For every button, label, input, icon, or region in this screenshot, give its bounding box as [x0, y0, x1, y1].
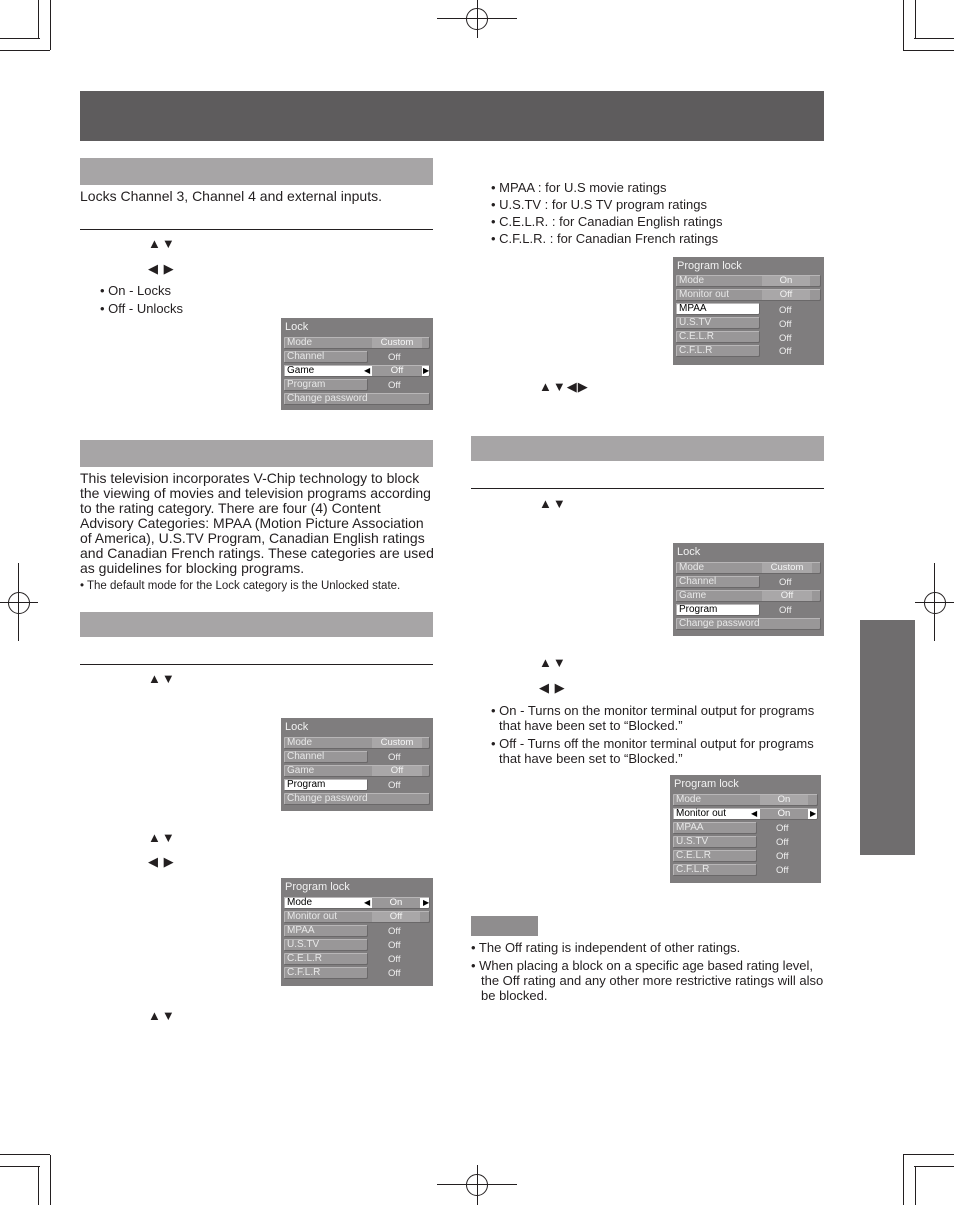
left-right-arrows-icon: ◀ ▶ — [148, 261, 175, 276]
right-arrow-icon[interactable]: ▶ — [423, 366, 430, 375]
menu-row-mode[interactable]: Mode Custom — [284, 337, 430, 349]
menu-value: Off — [388, 954, 401, 965]
menu-row-celr[interactable]: C.E.L.R — [673, 850, 757, 862]
crop-mark — [50, 1155, 51, 1205]
up-down-arrows-icon: ▲▼ — [148, 236, 176, 251]
rating-bullet: • C.F.L.R. : for Canadian French ratings — [491, 231, 719, 246]
menu-row-program[interactable]: Program — [284, 779, 368, 791]
menu-row-program[interactable]: Program — [284, 379, 368, 391]
up-down-arrows-icon: ▲▼ — [539, 496, 567, 511]
divider — [471, 488, 824, 489]
note-item: be blocked. — [481, 988, 548, 1003]
menu-row-ustv[interactable]: U.S.TV — [284, 939, 368, 951]
left-arrow-icon[interactable]: ◀ — [364, 366, 371, 375]
menu-value: Off — [388, 380, 401, 391]
registration-mark — [924, 592, 946, 614]
registration-mark — [934, 563, 935, 641]
registration-mark — [8, 592, 30, 614]
menu-row-ustv[interactable]: U.S.TV — [676, 317, 760, 329]
menu-row-program[interactable]: Program — [676, 604, 760, 616]
menu-value: Off — [388, 352, 401, 363]
menu-row-mpaa[interactable]: MPAA — [676, 303, 760, 315]
crop-mark — [0, 50, 50, 51]
menu-value: Off — [388, 968, 401, 979]
menu-row-monitor-out[interactable]: Monitor out ◀ On ▶ — [673, 808, 818, 820]
menu-row-change-password[interactable]: Change password — [284, 393, 430, 405]
section-bar — [80, 440, 433, 467]
menu-row-game[interactable]: Game Off — [284, 765, 430, 777]
program-lock-menu-monitor — [670, 775, 821, 883]
crop-mark — [0, 1166, 40, 1167]
crop-mark — [914, 1166, 954, 1167]
four-way-arrows-icon: ▲▼◀▶ — [539, 379, 589, 394]
menu-row-ustv[interactable]: U.S.TV — [673, 836, 757, 848]
left-right-arrows-icon: ◀ ▶ — [539, 680, 566, 695]
note-item: • The Off rating is independent of other ratings. — [471, 940, 741, 955]
up-down-arrows-icon: ▲▼ — [148, 1008, 176, 1023]
menu-row-mode[interactable]: Mode Custom — [284, 737, 430, 749]
menu-title: Lock — [677, 546, 701, 558]
menu-row-mode[interactable]: Mode On — [673, 794, 818, 806]
rating-bullet: • C.E.L.R. : for Canadian English ratings — [491, 214, 723, 229]
section-bar — [80, 158, 433, 185]
up-down-arrows-icon: ▲▼ — [148, 830, 176, 845]
registration-mark — [477, 0, 478, 38]
lock-menu-program-right — [673, 543, 824, 636]
note-item: • When placing a block on a specific age based rating level, — [471, 958, 814, 973]
menu-value: Off — [776, 823, 789, 834]
section-bar — [471, 436, 824, 461]
menu-row-mode[interactable]: Mode ◀ On ▶ — [284, 897, 430, 909]
menu-row-mpaa[interactable]: MPAA — [284, 925, 368, 937]
bullet-off: • Off - Unlocks — [100, 301, 184, 316]
program-lock-menu-mpaa — [673, 257, 824, 365]
crop-mark — [0, 1154, 50, 1155]
up-down-arrows-icon: ▲▼ — [539, 655, 567, 670]
crop-mark — [903, 50, 954, 51]
crop-mark — [38, 1166, 39, 1205]
menu-row-celr[interactable]: C.E.L.R — [284, 953, 368, 965]
menu-row-game[interactable]: Game ◀ Off ▶ — [284, 365, 430, 377]
menu-row-channel[interactable]: Channel — [676, 576, 760, 588]
note-label-box — [471, 916, 538, 936]
left-right-arrows-icon: ◀ ▶ — [148, 854, 175, 869]
menu-row-celr[interactable]: C.E.L.R — [676, 331, 760, 343]
crop-mark — [915, 0, 916, 38]
menu-value: Off — [779, 346, 792, 357]
menu-row-monitor-out[interactable]: Monitor out Off — [676, 289, 821, 301]
menu-value: Off — [779, 319, 792, 330]
left-arrow-icon[interactable]: ◀ — [364, 898, 371, 907]
menu-value: Off — [776, 837, 789, 848]
section-bar — [80, 612, 433, 637]
monitor-bullet-on: that have been set to “Blocked.” — [499, 718, 683, 733]
menu-title: Lock — [285, 721, 309, 733]
monitor-bullet-on: • On - Turns on the monitor terminal output for programs — [491, 703, 815, 718]
registration-mark — [0, 602, 38, 603]
menu-row-channel[interactable]: Channel — [284, 751, 368, 763]
crop-mark — [903, 1154, 954, 1155]
crop-mark — [50, 0, 51, 50]
crop-mark — [903, 0, 904, 50]
program-lock-menu-mode — [281, 878, 433, 986]
menu-value: Off — [388, 780, 401, 791]
crop-mark — [903, 1155, 904, 1205]
divider — [80, 664, 433, 665]
menu-value: Off — [388, 752, 401, 763]
vchip-note: • The default mode for the Lock category is the Unlocked state. — [80, 580, 401, 592]
menu-row-mode[interactable]: Mode Custom — [676, 562, 821, 574]
menu-value: Off — [776, 865, 789, 876]
menu-row-cflr[interactable]: C.F.L.R — [676, 345, 760, 357]
crop-mark — [914, 38, 954, 39]
menu-row-game[interactable]: Game Off — [676, 590, 821, 602]
menu-row-cflr[interactable]: C.F.L.R — [284, 967, 368, 979]
vchip-paragraph: This television incorporates V-Chip technology to block the viewing of movies and television programs according to the rating category. There are four (4) Content Advisory Categories: MPAA (Motion Picture Association of America), U.S.TV Program, Canadian English ratings and Canadian French ratings. These categories are used as guidelines for blocking programs. — [80, 470, 434, 576]
menu-value: Off — [779, 305, 792, 316]
menu-title: Program lock — [677, 260, 742, 272]
menu-row-monitor-out[interactable]: Monitor out Off — [284, 911, 430, 923]
bullet-on: • On - Locks — [100, 283, 172, 298]
side-tab — [860, 620, 915, 855]
rating-bullet: • MPAA : for U.S movie ratings — [491, 180, 667, 195]
intro-text: Locks Channel 3, Channel 4 and external inputs. — [80, 188, 382, 204]
menu-row-change-password[interactable]: Change password — [284, 793, 430, 805]
menu-value: Off — [776, 851, 789, 862]
lock-menu-game — [281, 318, 433, 410]
divider — [80, 229, 433, 230]
menu-row-cflr[interactable]: C.F.L.R — [673, 864, 757, 876]
menu-title: Program lock — [285, 881, 350, 893]
monitor-bullet-off: that have been set to “Blocked.” — [499, 751, 683, 766]
menu-title: Program lock — [674, 778, 739, 790]
lock-menu-program — [281, 718, 433, 811]
menu-row-channel[interactable]: Channel — [284, 351, 368, 363]
menu-row-mpaa[interactable]: MPAA — [673, 822, 757, 834]
right-arrow-icon[interactable]: ▶ — [810, 809, 817, 818]
menu-value: Off — [779, 605, 792, 616]
registration-mark — [18, 563, 19, 641]
crop-mark — [38, 0, 39, 38]
registration-mark — [477, 1165, 478, 1205]
menu-value: Off — [779, 577, 792, 588]
menu-value: Off — [388, 940, 401, 951]
menu-value: Off — [779, 333, 792, 344]
left-arrow-icon[interactable]: ◀ — [751, 809, 758, 818]
up-down-arrows-icon: ▲▼ — [148, 671, 176, 686]
monitor-bullet-off: • Off - Turns off the monitor terminal output for programs — [491, 736, 814, 751]
right-arrow-icon[interactable]: ▶ — [423, 898, 430, 907]
header-banner — [80, 91, 824, 141]
crop-mark — [915, 1166, 916, 1205]
menu-value: Off — [388, 926, 401, 937]
crop-mark — [0, 38, 40, 39]
note-item: the Off rating and any other more restrictive ratings will also — [481, 973, 824, 988]
menu-title: Lock — [285, 321, 309, 333]
menu-row-change-password[interactable]: Change password — [676, 618, 821, 630]
menu-row-mode[interactable]: Mode On — [676, 275, 821, 287]
rating-bullet: • U.S.TV : for U.S TV program ratings — [491, 197, 707, 212]
